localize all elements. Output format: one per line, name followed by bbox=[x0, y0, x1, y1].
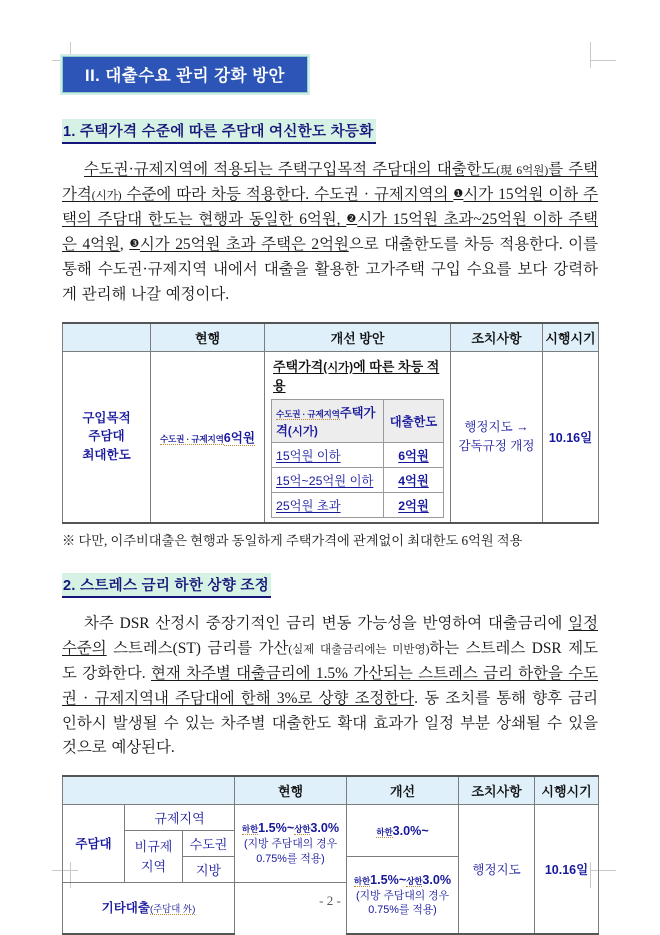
t2-row-capital: 수도권 bbox=[183, 831, 235, 857]
t2-head-improve: 개선 bbox=[347, 776, 459, 805]
t1-action-line1: 행정지도 → bbox=[464, 419, 529, 434]
s2-text-b: 일정수준의 bbox=[62, 614, 598, 657]
t1-head-improve: 개선 방안 bbox=[265, 323, 451, 352]
t1-row-label-l1: 구입목적 bbox=[82, 410, 131, 425]
chapter-banner: II. 대출수요 관리 강화 방안 bbox=[62, 56, 308, 93]
t2-row-nonregulated-l2: 지역 bbox=[140, 858, 167, 874]
table-row bbox=[272, 442, 444, 467]
t1-improve-title-c: 에 따른 차등 적용 bbox=[273, 358, 440, 393]
s2-text-c: 스트레스(ST) 금리를 가산 bbox=[106, 639, 289, 657]
table-row bbox=[272, 399, 444, 442]
t2-row-nonregulated-l1: 비규제 bbox=[134, 839, 173, 855]
t2-current-lower-tag: 하한 bbox=[241, 824, 259, 835]
table-loan-limit bbox=[62, 322, 599, 524]
section-1-heading: 1. 주택가격 수준에 따른 주담대 여신한도 차등화 bbox=[62, 119, 376, 144]
t2-row-regulated: 규제지역 bbox=[125, 805, 235, 831]
s2-text-e: 하는 스트레스 DSR 제도도 강화한다. bbox=[62, 639, 599, 682]
s2-text-g: . 동 조치를 통해 향후 금리 인하시 발생될 수 있는 차주별 대출한도 확대 효과가 일정 부분 상쇄될 수 있을 것으로 예상된다. bbox=[62, 689, 598, 757]
t1-current-cell bbox=[151, 351, 265, 523]
t1-date-cell: 10.16일 bbox=[543, 351, 599, 523]
t1-inner-limit-3: 2억원 bbox=[384, 492, 444, 517]
s1-marker-1: ❶ bbox=[453, 186, 464, 200]
t1-head-blank bbox=[63, 323, 151, 352]
s1-text-f: 수도권 · 규제지역의 bbox=[314, 185, 454, 203]
t1-inner-limit-1: 6억원 bbox=[384, 442, 444, 467]
t2-row-local: 지방 bbox=[183, 857, 235, 883]
s1-marker-3: ❸ bbox=[129, 236, 140, 250]
t2-current-cell bbox=[235, 805, 347, 883]
s1-text-e: 수준에 따라 차등 적용한다. bbox=[121, 185, 315, 203]
s1-text-d: (시가) bbox=[91, 189, 122, 202]
t1-improve-cell bbox=[265, 351, 451, 523]
t2-improve-note-l1: (지방 주담대의 경우 bbox=[356, 889, 450, 902]
t1-inner-range-1: 15억원 이하 bbox=[272, 442, 384, 467]
t1-inner-limit-2: 4억원 bbox=[384, 467, 444, 492]
t1-current-prefix: 수도권 · 규제지역 bbox=[159, 434, 224, 445]
t2-row-other-sub: (주담대 外) bbox=[149, 903, 196, 915]
t2-date-cell: 10.16일 bbox=[535, 805, 599, 935]
table-row bbox=[63, 776, 599, 805]
t1-inner-range-3: 25억원 초과 bbox=[272, 492, 384, 517]
table-row bbox=[63, 805, 599, 831]
section-1-paragraph bbox=[62, 158, 598, 308]
t2-current-upper-value: 3.0% bbox=[310, 821, 340, 836]
t1-inner-table bbox=[271, 399, 444, 518]
t1-inner-head-small: 수도권 · 규제지역 bbox=[276, 408, 340, 419]
t2-improve-bottom-lower-value: 1.5%~ bbox=[370, 872, 407, 887]
t1-row-label bbox=[63, 351, 151, 523]
s1-text-b: (現 6억원) bbox=[496, 165, 549, 177]
s2-text-a: 차주 DSR 산정시 중장기적인 금리 변동 가능성을 반영하여 대출금리에 bbox=[84, 614, 569, 632]
t1-head-date: 시행시기 bbox=[543, 323, 599, 352]
t2-improve-top-tag: 하한 bbox=[376, 826, 393, 837]
t1-improve-title-a: 주택가격 bbox=[273, 358, 324, 374]
document-content bbox=[62, 56, 598, 935]
t1-row-label-l2: 주담대 bbox=[88, 429, 125, 444]
t2-improve-bottom-main bbox=[349, 873, 456, 887]
s1-text-l: , bbox=[119, 235, 130, 253]
s2-text-d: (실제 대출금리에는 미반영) bbox=[288, 643, 430, 656]
s1-text-h: 시가 15억원 이하 주택의 주담대 한도는 현행과 동일한 6억원, bbox=[62, 185, 598, 228]
t1-inner-range-2: 15억~25억원 이하 bbox=[272, 467, 384, 492]
t2-current-upper-tag: 상한 bbox=[294, 824, 311, 835]
t2-row-mortgage-label: 주담대 bbox=[63, 805, 125, 883]
t2-improve-bottom-lower-tag: 하한 bbox=[353, 875, 371, 886]
t2-head-date: 시행시기 bbox=[535, 776, 599, 805]
t2-improve-bottom-upper-tag: 상한 bbox=[406, 875, 423, 886]
t1-inner-head-left bbox=[272, 399, 384, 442]
t2-improve-bottom-upper-value: 3.0% bbox=[422, 872, 452, 887]
table-row bbox=[272, 492, 444, 517]
t1-action-line2: 감독규정 개정 bbox=[458, 438, 535, 453]
t2-head-action: 조치사항 bbox=[459, 776, 535, 805]
t2-row-other-main: 기타대출 bbox=[101, 901, 150, 916]
s1-text-o: 2억원 bbox=[311, 235, 349, 253]
t2-current-note-l2: 0.75%를 적용) bbox=[256, 852, 325, 865]
t1-improve-title bbox=[271, 353, 444, 399]
t2-row-nonregulated bbox=[125, 831, 183, 883]
section-2-paragraph bbox=[62, 612, 598, 762]
s1-text-j: 시가 15억원 초과~25억원 이하 주택은 bbox=[62, 210, 598, 253]
t1-action-cell bbox=[451, 351, 543, 523]
t2-action-cell: 행정지도 bbox=[459, 805, 535, 935]
s1-text-c: 를 주택가격 bbox=[62, 161, 598, 203]
table-row bbox=[63, 351, 599, 523]
s1-text-n: 시가 25억원 초과 주택은 bbox=[139, 235, 312, 253]
table-stress-rate bbox=[62, 775, 599, 935]
t1-head-current: 현행 bbox=[151, 323, 265, 352]
t1-inner-head-right: 대출한도 bbox=[384, 399, 444, 442]
t2-head-blank bbox=[63, 776, 235, 805]
t1-current-value: 6억원 bbox=[223, 431, 256, 446]
t1-row-label-l3: 최대한도 bbox=[82, 448, 131, 463]
s1-text-k: 4억원 bbox=[82, 235, 120, 253]
t1-head-action: 조치사항 bbox=[451, 323, 543, 352]
t2-current-main bbox=[237, 821, 344, 835]
t1-inner-head-sub: (시가) bbox=[287, 425, 318, 438]
t2-improve-note-l2: 0.75%를 적용) bbox=[368, 904, 437, 917]
t1-improve-wrap bbox=[265, 352, 450, 522]
page-number: - 2 - bbox=[319, 893, 341, 908]
s2-text-f: 현재 차주별 대출금리에 1.5% 가산되는 스트레스 금리 하한을 수도권 · 규제지역내 주담대에 한해 3%로 상향 조정한다 bbox=[62, 664, 598, 707]
s1-marker-2: ❷ bbox=[346, 211, 358, 225]
section-2-heading: 2. 스트레스 금리 하한 상향 조정 bbox=[62, 573, 271, 598]
table-row bbox=[63, 323, 599, 352]
t2-improve-top-cell bbox=[347, 805, 459, 857]
t2-head-current: 현행 bbox=[235, 776, 347, 805]
section-1-note: ※ 다만, 이주비대출은 현행과 동일하게 주택가격에 관계없이 최대한도 6억원 적용 bbox=[62, 532, 523, 548]
table-row bbox=[272, 467, 444, 492]
s1-text-a: 수도권·규제지역에 적용되는 주택구입목적 주담대의 대출한도 bbox=[84, 161, 497, 178]
t2-improve-top-value: 3.0%~ bbox=[392, 823, 429, 838]
s1-text-p: 으로 대출한도를 차등 적용한다. 이를 통해 수도권·규제지역 내에서 대출을 활용한 고가주택 구입 수요를 보다 강력하게 관리해 나갈 예정이다. bbox=[62, 235, 598, 303]
t1-improve-title-b: (시가) bbox=[323, 361, 354, 374]
t2-current-lower-value: 1.5%~ bbox=[258, 821, 295, 836]
t1-inner-head-main: 주택가격 bbox=[276, 405, 376, 438]
t2-current-note-l1: (지방 주담대의 경우 bbox=[244, 838, 338, 851]
